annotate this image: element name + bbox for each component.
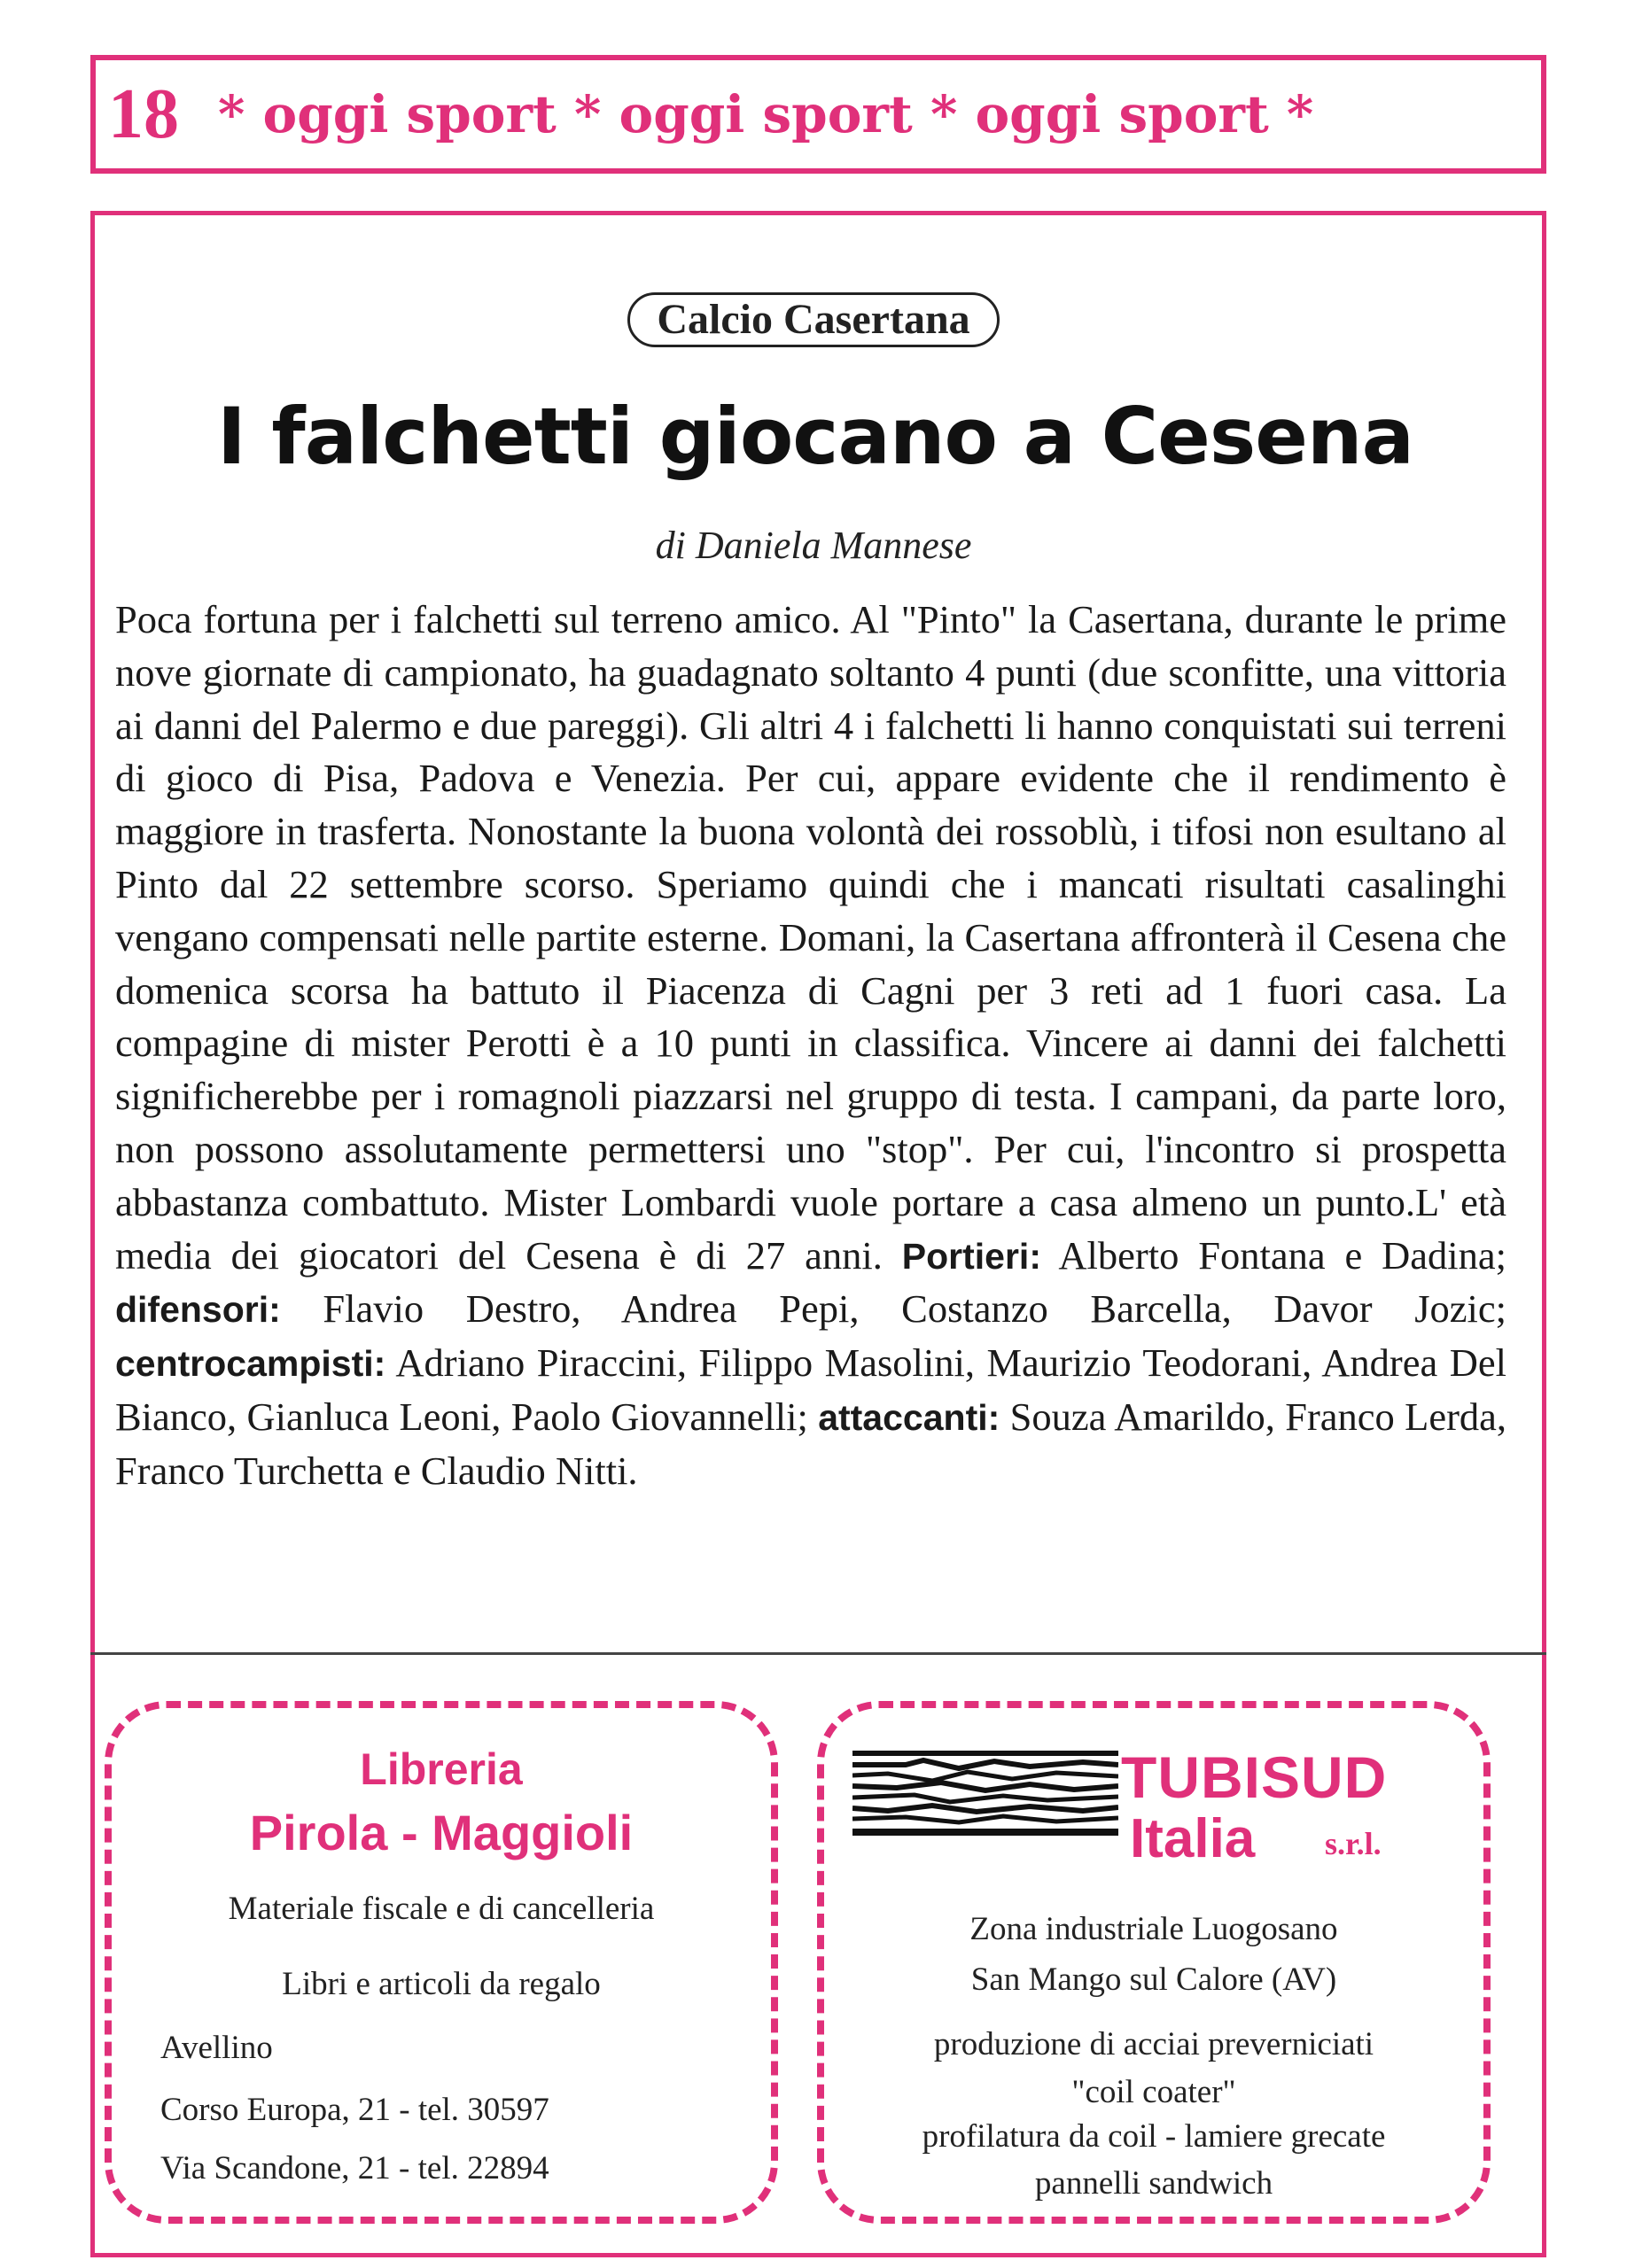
article-intro: Poca fortuna per i falchetti sul terreno amico. Al "Pinto" la Casertana, durante le prime nove giornate di campionato, ha guadagnato soltanto 4 punti (due sconfitte, una vittoria ai danni del Palermo e due pareggi). Gli altri 4 i falchetti li hanno conquistati sui terreni di gioco di Pisa, Padova e Venezia. Per cui, appare evidente che il rendimento è maggiore in trasferta. Nonostante la buona volontà dei rossoblù, i tifosi non esultano al Pinto dal 22 settembre scorso. Speriamo quindi che i mancati risultati casalinghi vengano compensati nelle partite esterne. Domani, la Casertana affronterà il Cesena che domenica scorsa ha battuto il Piacenza di Cagni per 3 reti ad 1 fuori casa. La compagine di mister Perotti è a 10 punti in classifica. Vincere ai danni dei falchetti significherebbe per i romagnoli piazzarsi nel gruppo di testa. I campani, da parte loro, non possono assolutamente permettersi uno "stop". Per cui, l'incontro si prospetta abbastanza combattuto. Mister Lombardi vuole portare a casa almeno un punto.L' età media dei giocatori del Cesena è di 27 anni.	[115, 597, 1506, 1278]
tubisud-product2: "coil coater"	[1071, 2074, 1236, 2110]
tubisud-product3: profilatura da coil - lamiere grecate	[922, 2118, 1386, 2155]
libreria-line1: Materiale fiscale e di cancelleria	[228, 1891, 655, 1927]
page-header	[90, 55, 1546, 174]
libreria-name: Libreria	[360, 1744, 523, 1794]
libreria-line2: Libri e articoli da regalo	[282, 1966, 601, 2002]
libreria-brand: Pirola - Maggioli	[249, 1805, 634, 1860]
tubisud-brand: Italia	[1130, 1808, 1256, 1869]
portieri-label: Portieri:	[901, 1235, 1041, 1277]
tubisud-suffix: s.r.l.	[1325, 1826, 1382, 1861]
tubisud-location2: San Mango sul Calore (AV)	[970, 1961, 1337, 1998]
attaccanti-text: Souza Amarildo, Franco Lerda, Franco Turchetta e Claudio Nitti.	[115, 1394, 1507, 1493]
tubisud-logo-icon	[852, 1749, 1118, 1837]
ad-tubisud	[817, 1701, 1491, 2224]
page-number: 18	[108, 75, 179, 153]
section-banner: * oggi sport * oggi sport * oggi sport *	[218, 84, 1314, 144]
portieri-text: Alberto Fontana e Dadina;	[1058, 1232, 1507, 1278]
libreria-address1: Corso Europa, 21 - tel. 30597	[160, 2092, 549, 2128]
difensori-label: difensori:	[115, 1289, 281, 1331]
ad-libreria	[105, 1701, 778, 2224]
centrocampisti-text: Adriano Piraccini, Filippo Masolini, Maurizio Teodorani, Andrea Del Bianco, Gianluca Leoni, Paolo Giovannelli;	[115, 1340, 1506, 1439]
section-divider	[90, 1652, 1546, 1655]
tubisud-location1: Zona industriale Luogosano	[969, 1911, 1338, 1947]
libreria-address2: Via Scandone, 21 - tel. 22894	[160, 2150, 549, 2186]
section-badge: Calcio Casertana	[627, 292, 1000, 347]
difensori-text: Flavio Destro, Andrea Pepi, Costanzo Barcella, Davor Jozic;	[323, 1286, 1506, 1332]
tubisud-product1: produzione di acciai preverniciati	[933, 2026, 1374, 2062]
article-body	[115, 594, 1506, 1498]
headline: I falchetti giocano a Cesena	[217, 391, 1413, 482]
centrocampisti-label: centrocampisti:	[115, 1343, 386, 1385]
attaccanti-label: attaccanti:	[818, 1396, 1000, 1438]
tubisud-product4: pannelli sandwich	[1034, 2165, 1273, 2202]
libreria-city: Avellino	[160, 2030, 273, 2066]
byline: di Daniela Mannese	[655, 524, 972, 567]
tubisud-name: TUBISUD	[1121, 1744, 1388, 1810]
